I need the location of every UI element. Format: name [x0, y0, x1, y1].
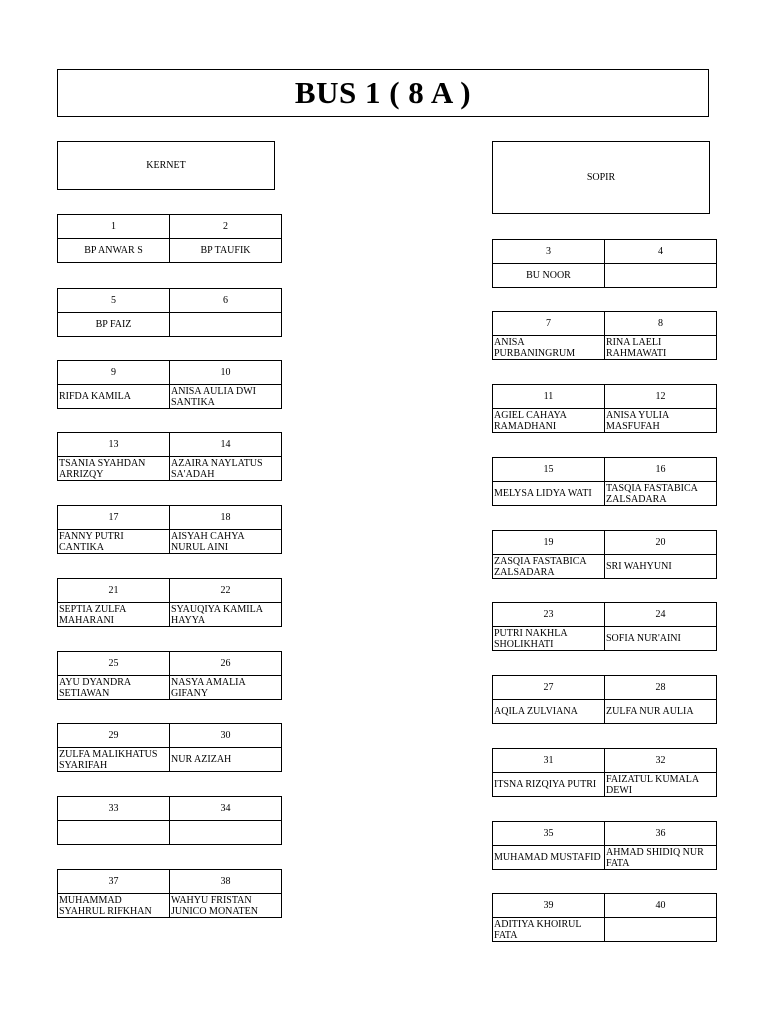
seat-number: 11 — [493, 385, 605, 409]
seat-pair-table — [57, 214, 282, 263]
seat-number: 31 — [493, 749, 605, 773]
seat-number: 38 — [170, 870, 282, 894]
passenger-name: AQILA ZULVIANA — [493, 700, 605, 724]
seat-number: 27 — [493, 676, 605, 700]
seat-pair-table — [57, 651, 282, 700]
seat-pair-table — [492, 384, 717, 433]
seat-pair-table — [492, 530, 717, 579]
passenger-name: PUTRI NAKHLA SHOLIKHATI — [493, 627, 605, 651]
seat-pair-table — [492, 675, 717, 724]
seat-pair-table — [57, 432, 282, 481]
seat-name-row — [58, 530, 282, 554]
seat-pair-table — [492, 893, 717, 942]
seat-number-row — [58, 870, 282, 894]
passenger-name: SRI WAHYUNI — [605, 555, 717, 579]
passenger-name: MELYSA LIDYA WATI — [493, 482, 605, 506]
seat-number-row — [493, 749, 717, 773]
seat-name-row — [58, 821, 282, 845]
passenger-name: ZULFA MALIKHATUS SYARIFAH — [58, 748, 170, 772]
passenger-name: ZASQIA FASTABICA ZALSADARA — [493, 555, 605, 579]
passenger-name: SEPTIA ZULFA MAHARANI — [58, 603, 170, 627]
passenger-name: ANISA YULIA MASFUFAH — [605, 409, 717, 433]
seat-number: 24 — [605, 603, 717, 627]
seat-number: 3 — [493, 240, 605, 264]
seat-number-row — [493, 385, 717, 409]
seat-number-row — [493, 312, 717, 336]
seat-number: 2 — [170, 215, 282, 239]
passenger-name: FAIZATUL KUMALA DEWI — [605, 773, 717, 797]
passenger-name: TSANIA SYAHDAN ARRIZQY — [58, 457, 170, 481]
bus-title: BUS 1 ( 8 A ) — [294, 75, 472, 110]
passenger-name: AGIEL CAHAYA RAMADHANI — [493, 409, 605, 433]
passenger-name: NASYA AMALIA GIFANY — [170, 676, 282, 700]
passenger-name: BP ANWAR S — [58, 239, 170, 263]
seat-number: 37 — [58, 870, 170, 894]
seat-number-row — [493, 531, 717, 555]
seat-name-row — [58, 457, 282, 481]
passenger-name: AISYAH CAHYA NURUL AINI — [170, 530, 282, 554]
seat-number-row — [58, 289, 282, 313]
kernet-label: KERNET — [146, 160, 186, 171]
seat-number-row — [493, 458, 717, 482]
seat-pair-table — [492, 748, 717, 797]
seat-name-row — [58, 676, 282, 700]
passenger-name: WAHYU FRISTAN JUNICO MONATEN — [170, 894, 282, 918]
passenger-name: SYAUQIYA KAMILA HAYYA — [170, 603, 282, 627]
seat-number: 6 — [170, 289, 282, 313]
seat-number: 22 — [170, 579, 282, 603]
passenger-name: SOFIA NUR'AINI — [605, 627, 717, 651]
seat-pair-table — [57, 505, 282, 554]
seat-name-row — [58, 894, 282, 918]
passenger-name: AHMAD SHIDIQ NUR FATA — [605, 846, 717, 870]
passenger-name: MUHAMAD MUSTAFID — [493, 846, 605, 870]
seat-number: 32 — [605, 749, 717, 773]
passenger-name: ZULFA NUR AULIA — [605, 700, 717, 724]
seat-number: 8 — [605, 312, 717, 336]
seat-name-row — [493, 700, 717, 724]
passenger-name: ITSNA RIZQIYA PUTRI — [493, 773, 605, 797]
seat-number: 17 — [58, 506, 170, 530]
seat-pair-table — [57, 723, 282, 772]
seat-number: 39 — [493, 894, 605, 918]
seat-name-row — [493, 264, 717, 288]
seat-pair-table — [492, 821, 717, 870]
sopir-box — [492, 141, 710, 214]
seat-pair-table — [57, 796, 282, 845]
seat-name-row — [58, 313, 282, 337]
seat-number: 29 — [58, 724, 170, 748]
seat-pair-table — [57, 578, 282, 627]
seat-number-row — [493, 240, 717, 264]
seat-number: 19 — [493, 531, 605, 555]
seat-number: 21 — [58, 579, 170, 603]
seat-number: 14 — [170, 433, 282, 457]
passenger-name: RINA LAELI RAHMAWATI — [605, 336, 717, 360]
seat-name-row — [493, 846, 717, 870]
seat-number: 12 — [605, 385, 717, 409]
passenger-name — [605, 918, 717, 942]
seat-number: 13 — [58, 433, 170, 457]
passenger-name — [58, 821, 170, 845]
passenger-name: NUR AZIZAH — [170, 748, 282, 772]
passenger-name: AYU DYANDRA SETIAWAN — [58, 676, 170, 700]
passenger-name — [605, 264, 717, 288]
seat-number: 1 — [58, 215, 170, 239]
seat-pair-table — [57, 869, 282, 918]
seat-name-row — [493, 555, 717, 579]
seat-number-row — [58, 652, 282, 676]
seat-name-row — [493, 482, 717, 506]
passenger-name — [170, 313, 282, 337]
seat-number-row — [493, 894, 717, 918]
seat-name-row — [493, 627, 717, 651]
seat-number: 5 — [58, 289, 170, 313]
seat-number: 16 — [605, 458, 717, 482]
seat-pair-table — [57, 360, 282, 409]
passenger-name: BP FAIZ — [58, 313, 170, 337]
passenger-name: ADITIYA KHOIRUL FATA — [493, 918, 605, 942]
seat-number: 30 — [170, 724, 282, 748]
seat-number: 36 — [605, 822, 717, 846]
passenger-name: AZAIRA NAYLATUS SA'ADAH — [170, 457, 282, 481]
passenger-name: ANISA AULIA DWI SANTIKA — [170, 385, 282, 409]
seat-number: 40 — [605, 894, 717, 918]
passenger-name: BU NOOR — [493, 264, 605, 288]
seat-number-row — [58, 361, 282, 385]
seat-number: 18 — [170, 506, 282, 530]
seat-number: 34 — [170, 797, 282, 821]
seat-number-row — [58, 797, 282, 821]
kernet-box — [57, 141, 275, 190]
bus-title-box — [57, 69, 709, 117]
seat-number-row — [493, 676, 717, 700]
seat-number: 35 — [493, 822, 605, 846]
seat-name-row — [493, 336, 717, 360]
seat-number-row — [58, 724, 282, 748]
seat-number-row — [58, 215, 282, 239]
seat-number: 4 — [605, 240, 717, 264]
passenger-name: FANNY PUTRI CANTIKA — [58, 530, 170, 554]
seat-number: 7 — [493, 312, 605, 336]
seat-pair-table — [492, 311, 717, 360]
seat-number: 33 — [58, 797, 170, 821]
passenger-name: TASQIA FASTABICA ZALSADARA — [605, 482, 717, 506]
seat-number-row — [58, 579, 282, 603]
seat-pair-table — [57, 288, 282, 337]
seat-pair-table — [492, 602, 717, 651]
passenger-name: RIFDA KAMILA — [58, 385, 170, 409]
seat-number: 26 — [170, 652, 282, 676]
passenger-name: ANISA PURBANINGRUM — [493, 336, 605, 360]
seat-pair-table — [492, 239, 717, 288]
seat-pair-table — [492, 457, 717, 506]
seat-number-row — [493, 603, 717, 627]
seat-number-row — [58, 506, 282, 530]
seat-name-row — [493, 918, 717, 942]
seat-number-row — [58, 433, 282, 457]
seat-name-row — [58, 603, 282, 627]
seat-name-row — [58, 239, 282, 263]
seat-number: 28 — [605, 676, 717, 700]
passenger-name: MUHAMMAD SYAHRUL RIFKHAN — [58, 894, 170, 918]
passenger-name: BP TAUFIK — [170, 239, 282, 263]
seat-name-row — [58, 385, 282, 409]
seat-number: 23 — [493, 603, 605, 627]
seat-number: 10 — [170, 361, 282, 385]
seat-number: 25 — [58, 652, 170, 676]
seat-name-row — [493, 773, 717, 797]
sopir-label: SOPIR — [586, 172, 616, 183]
seat-number: 9 — [58, 361, 170, 385]
seat-name-row — [493, 409, 717, 433]
seat-number: 15 — [493, 458, 605, 482]
passenger-name — [170, 821, 282, 845]
seat-name-row — [58, 748, 282, 772]
seat-number: 20 — [605, 531, 717, 555]
seat-number-row — [493, 822, 717, 846]
